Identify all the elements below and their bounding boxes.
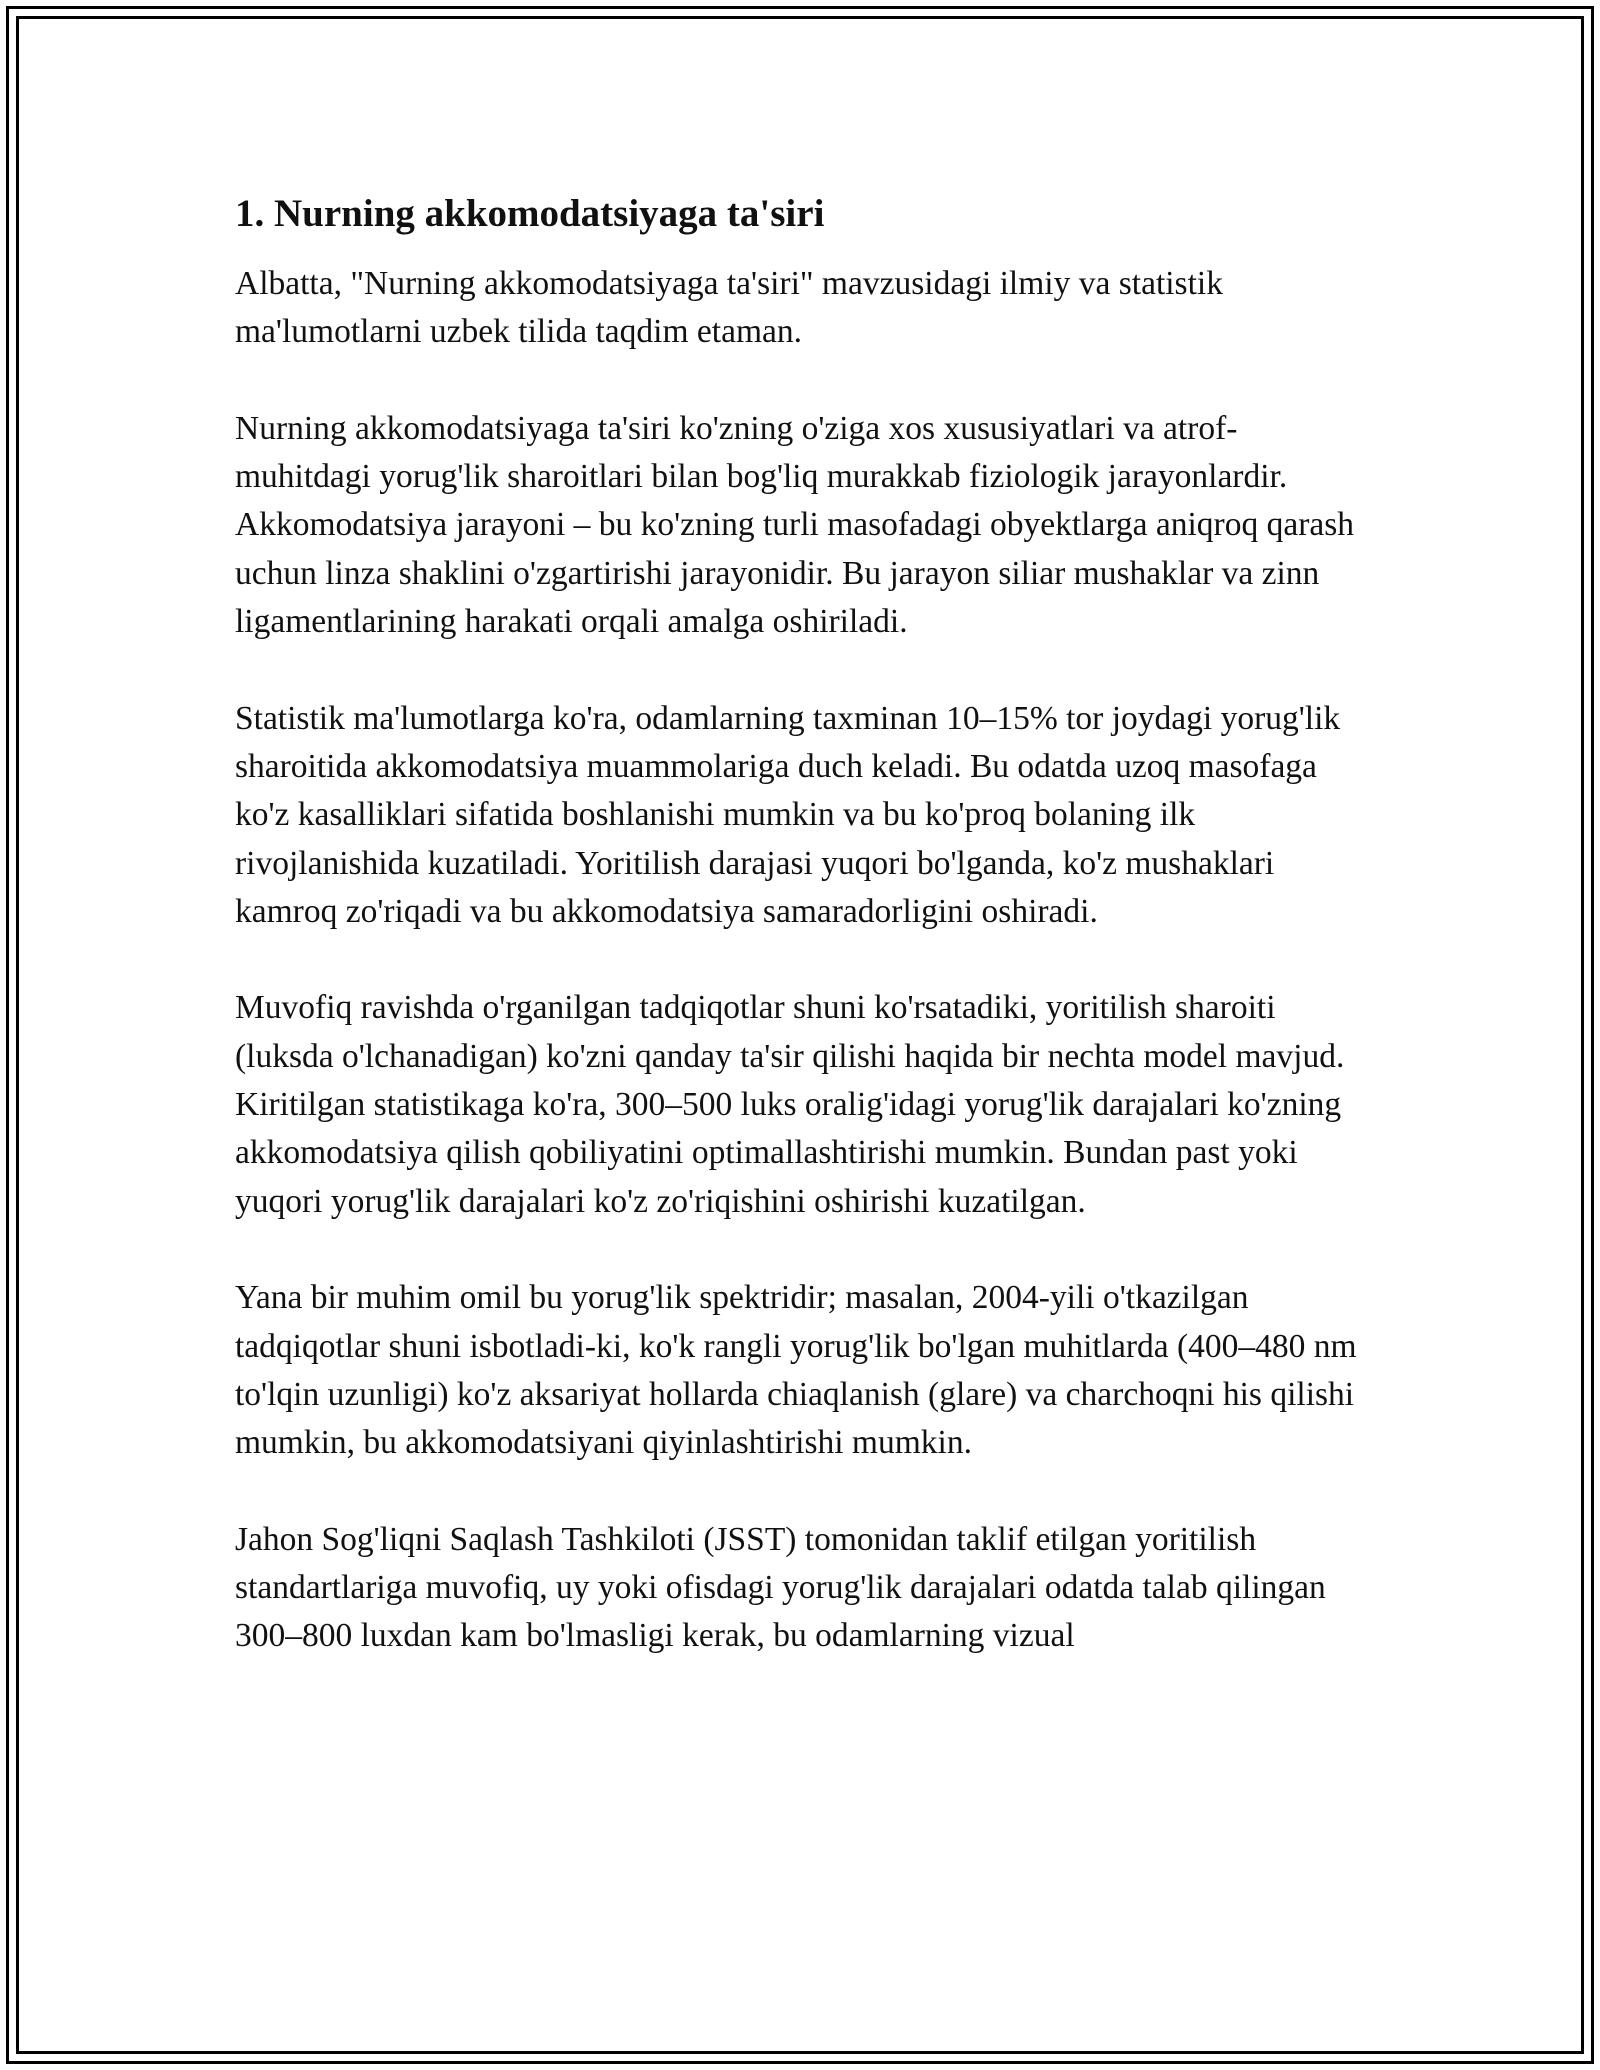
paragraph-who-standards: Jahon Sog'liqni Saqlash Tashkiloti (JSST) tomonidan taklif etilgan yoritilish standartlariga muvofiq, uy yoki ofisdagi yorug'lik darajalari odatda talab qilingan 300–800 luxdan kam bo'lmasligi kerak, bu odamlarning vizual — [235, 1520, 1326, 1655]
paragraph-intro: Albatta, "Nurning akkomodatsiyaga ta'siri" mavzusidagi ilmiy va statistik ma'lumotlarni uzbek tilida taqdim etaman. — [235, 265, 1223, 351]
section-title: 1. Nurning akkomodatsiyaga ta'siri — [235, 192, 825, 235]
paragraph-accommodation-definition: Nurning akkomodatsiyaga ta'siri ko'zning o'ziga xos xususiyatlari va atrof-muhitdagi yorug'lik sharoitlari bilan bog'liq murakkab fiziologik jarayonlardir. Akkomodatsiya jarayoni – bu ko'zning turli masofadagi obyektlarga aniqroq qarash uchun linza shaklini o'zgartirishi jarayonidir. Bu jarayon siliar mushaklar va zinn ligamentlarining harakati orqali amalga oshiriladi. — [235, 409, 1355, 641]
paragraph-light-spectrum: Yana bir muhim omil bu yorug'lik spektridir; masalan, 2004-yili o'tkazilgan tadqiqotlar shuni isbotladi-ki, ko'k rangli yorug'lik bo'lgan muhitlarda (400–480 nm to'lqin uzunligi) ko'z aksariyat hollarda chiaqlanish (glare) va charchoqni his qilishi mumkin, bu akkomodatsiyani qiyinlashtirishi mumkin. — [235, 1279, 1357, 1462]
document-body — [235, 188, 1365, 1709]
paragraph-lux-research: Muvofiq ravishda o'rganilgan tadqiqotlar shuni ko'rsatadiki, yoritilish sharoiti (luksda o'lchanadigan) ko'zni qanday ta'sir qilishi haqida bir nechta model mavjud. Kiritilgan statistikaga ko'ra, 300–500 luks oralig'idagi yorug'lik darajalari ko'zning akkomodatsiya qilish qobiliyatini optimallashtirishi mumkin. Bundan past yoki yuqori yorug'lik darajalari ko'z zo'riqishini oshirishi kuzatilgan. — [235, 989, 1345, 1220]
paragraph-statistics: Statistik ma'lumotlarga ko'ra, odamlarning taxminan 10–15% tor joydagi yorug'lik sharoitida akkomodatsiya muammolariga duch keladi. Bu odatda uzoq masofaga ko'z kasalliklari sifatida boshlanishi mumkin va bu ko'proq bolaning ilk rivojlanishida kuzatiladi. Yoritilish darajasi yuqori bo'lganda, ko'z mushaklari kamroq zo'riqadi va bu akkomodatsiya samaradorligini oshiradi. — [235, 699, 1341, 930]
